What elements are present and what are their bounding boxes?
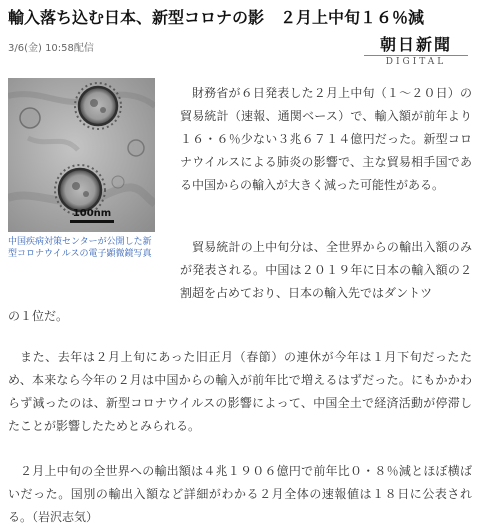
publisher-logo-tag: DIGITAL <box>364 55 468 69</box>
scale-bar <box>70 220 114 223</box>
article-paragraph-2-continued: の１位だ。 <box>8 309 69 323</box>
publisher-logo[interactable] <box>364 36 468 70</box>
article-paragraph-1: 財務省が６日発表した２月上中旬（１～２０日）の貿易統計（速報、通関ベース）で、輸入額が前年より１６・６％少ない３兆６７１４億円だった。新型コロナウイルスによる肺炎の影響で、主な貿易相手国である中国からの輸入が大きく減った可能性がある。 <box>180 86 472 192</box>
article-paragraph-2: 貿易統計の上中旬分は、全世界からの輸出入額のみが発表される。中国は２０１９年に日本の輸入額の２割超を占めており、日本の輸入先ではダントツ <box>180 240 472 300</box>
publisher-logo-name: 朝日新聞 <box>379 35 452 54</box>
scale-bar-label: 100nm <box>72 208 112 219</box>
article-paragraph-4: ２月上中旬の全世界への輸出額は４兆１９０６億円で前年比０・８％減とほぼ横ばいだった。国別の輸出入額など詳細がわかる２月全体の速報値は１８日に公表される。（岩沢志気） <box>8 464 472 524</box>
publish-date: 3/6(金) 10:58配信 <box>8 43 94 54</box>
photo-caption: 中国疾病対策センターが公開した新型コロナウイルスの電子顕微鏡写真 <box>8 237 152 259</box>
article-paragraph-3: また、去年は２月上旬にあった旧正月（春節）の連休が今年は１月下旬だったため、本来なら今年の２月は中国からの輸入が前年比で増えるはずだった。にもかかわらず減ったのは、新型コロナウイルスの影響によって、中国全土で経済活動が停滞したことが影響したためとみられる。 <box>8 350 472 433</box>
electron-microscope-photo[interactable] <box>8 78 155 232</box>
article-title: 輸入落ち込む日本、新型コロナの影 ２月上中旬１６％減 <box>8 8 425 27</box>
article-figure <box>8 78 166 260</box>
